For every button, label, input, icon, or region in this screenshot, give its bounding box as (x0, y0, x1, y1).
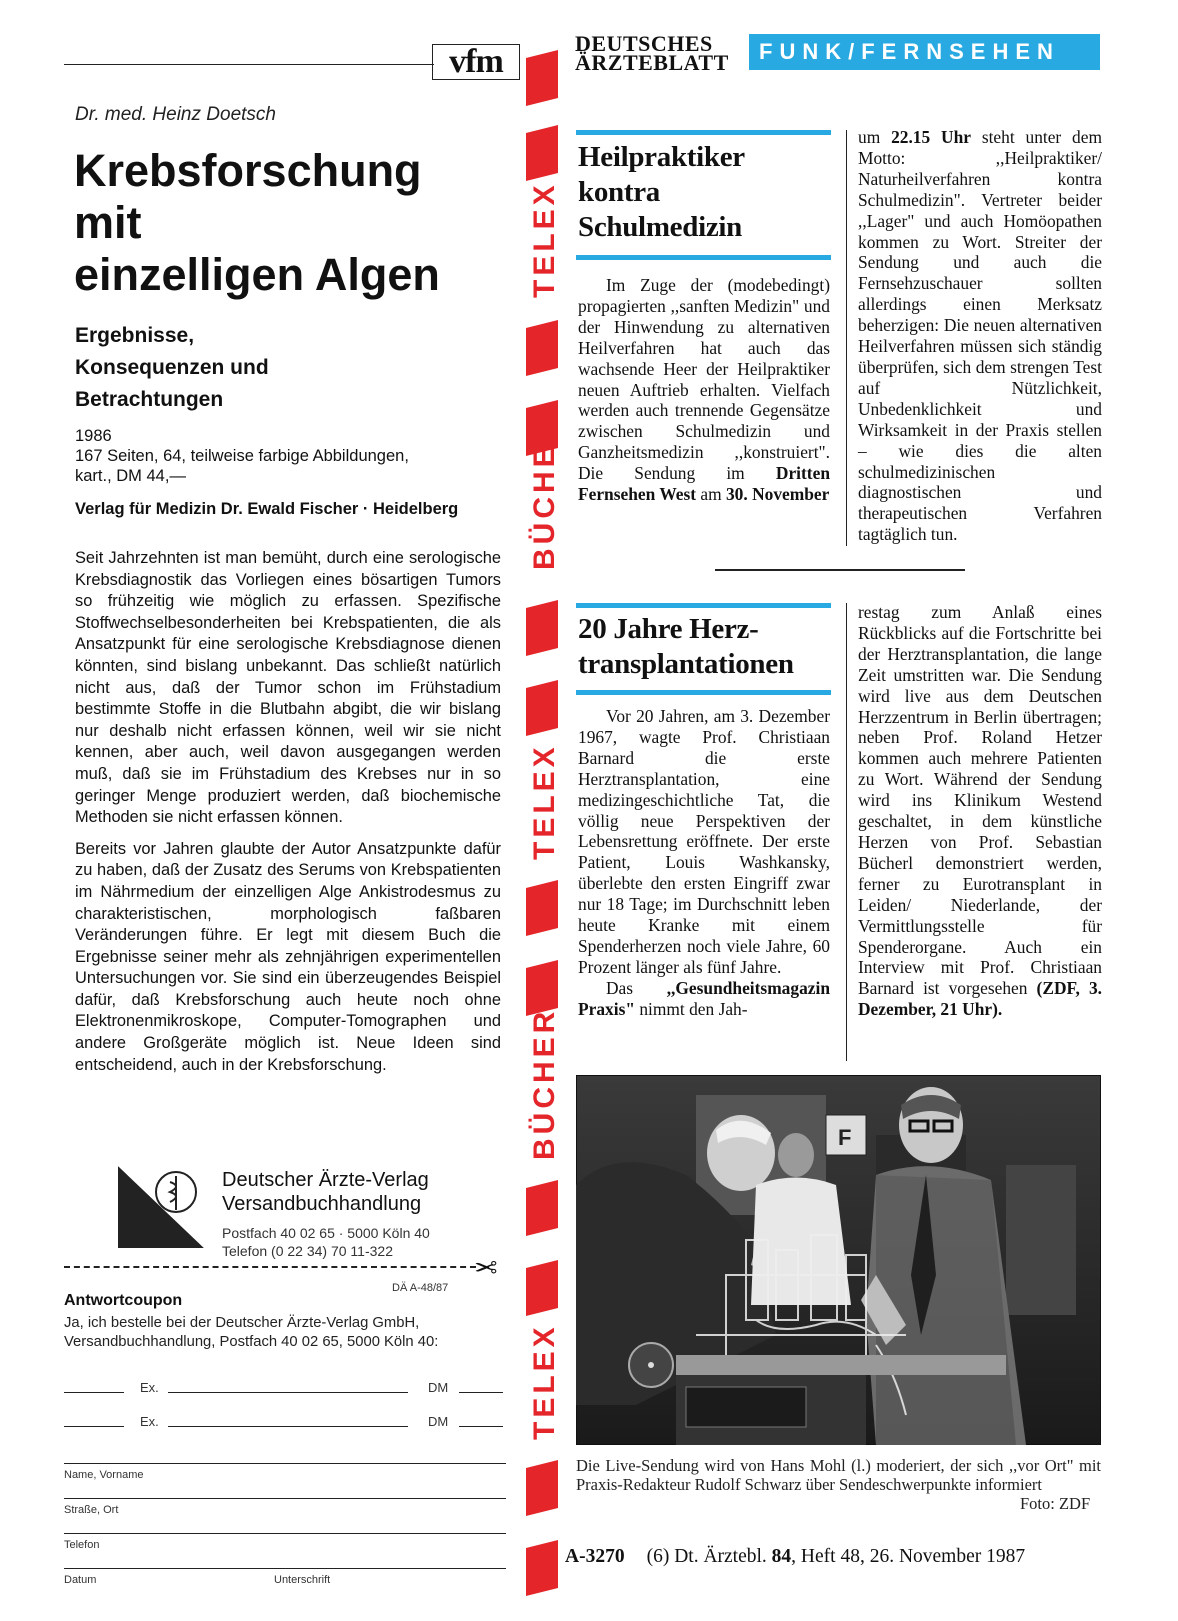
scissors-icon: ✂ (474, 1251, 498, 1282)
masthead (575, 31, 729, 75)
article-emphasis: ,,Gesundheitsmagazin Praxis" (578, 977, 830, 1019)
phone-field[interactable] (64, 1494, 506, 1551)
field-label: Datum (64, 1574, 97, 1586)
coupon-cut-line (64, 1266, 476, 1268)
article2-column-2 (858, 602, 1102, 1020)
strip-block (526, 1260, 558, 1316)
strip-block (526, 880, 558, 936)
dm-label: DM (428, 1414, 449, 1429)
field-label: Straße, Ort (64, 1504, 119, 1516)
article-text: nimmt den Jah- (635, 998, 748, 1019)
page-number: A-3270 (565, 1546, 625, 1567)
volume-number: 84 (771, 1546, 792, 1567)
quantity-line[interactable] (64, 1392, 124, 1393)
strip-block (526, 1460, 558, 1516)
book-publisher: Verlag für Medizin Dr. Ewald Fischer · Heidelberg (75, 500, 459, 518)
strip-block (526, 1180, 558, 1236)
strip-word: TELEX (528, 181, 561, 298)
article-text: restag zum Anlaß eines Rückblicks auf die Fortschritte bei der Herztransplantation, die lange Zeit umstritten war. Die Sendung wird live aus dem Deutschen Herzzentrum in Berlin übertragen; neben Prof. Roland Hetzer kommen auch mehrere Patienten zu Wort. Während der Sendung wird ins Klinikum Westend geschaltet, in dem künstliche Herzen von Prof. Sebastian Bücherl demonstriert werden, ferner zu Eurotransplant in Leiden/ Niederlande, der Vermittlungsstelle für Spenderorgane. Auch ein Interview mit Prof. Christiaan Barnard ist vorgesehen (858, 602, 1102, 999)
strip-block (526, 960, 558, 1016)
vendor-phone: Telefon (0 22 34) 70 11-322 (222, 1243, 393, 1259)
street-field[interactable] (64, 1459, 506, 1516)
blurb-paragraph: Seit Jahrzehnten ist man bemüht, durch eine serologische Krebsdiagnostik das Vorliegen eines bösartigen Tumors so frühzeitig wie möglich zu erfassen. Spezifische Stoffwechselbesonderheiten bei Krebspatienten, die als Ansatzpunkt für eine serologische Krebsdiagnose dienen könnten, sind bislang unbekannt. Das schließt natürlich nicht aus, daß der Tumor schon im Frühstadium bestimmte Stoffe in die Blutbahn abgibt, die wir bislang nur deshalb nicht erfassen können, weil wir sie nicht kennen, aber auch, weil davon ausgegangen werden muß, daß sie im Frühstadium des Krebses nur in so geringer Menge produziert werden, daß biochemische Methoden sie nicht erfassen können. (75, 549, 501, 827)
book-meta (75, 426, 505, 486)
article-text: steht unter dem Motto: ,,Heilpraktiker/ Naturheilverfahren kontra Schulmedizin". Vertreter beider ,,Lager" und auch Homöopathen kommen zu Wort. Streiter der Sendung und auch die Fernsehzuschauer sollten allerdings einen Merksatz beherzigen: Die neuen alternativen Heilverfahren müssen sich ständig überprüfen, sich dem strengen Test auf Nützlichkeit, Unbedenklichkeit und Wirksamkeit in der Praxis stellen – wie dies die alten schulmedizinischen diagnostischen und therapeutischen Verfahren tagtäglich tun. (858, 127, 1102, 545)
headline-line: Heilpraktiker (578, 141, 745, 173)
book-year: 1986 (75, 427, 112, 445)
article-divider (715, 569, 965, 571)
book-title-line: mit (74, 197, 142, 248)
headline-rule (576, 603, 831, 608)
article-emphasis: 22.15 Uhr (891, 127, 971, 147)
book-subtitle-line: Betrachtungen (75, 388, 224, 411)
article1-column-2 (858, 127, 1102, 545)
photo-credit: Foto: ZDF (1020, 1494, 1091, 1513)
headline-rule (576, 690, 831, 695)
price-line[interactable] (459, 1392, 503, 1393)
strip-block (526, 680, 558, 736)
strip-word: BÜCHER (528, 1007, 561, 1160)
column-rule (846, 130, 847, 546)
article-text: um (858, 127, 892, 147)
book-title-line: einzelligen Algen (74, 249, 440, 300)
date-signature-field[interactable] (64, 1529, 506, 1586)
blurb-paragraph: Bereits vor Jahren glaubte der Autor Ansatzpunkte dafür zu haben, daß der Zusatz des Serums von Krebspatienten im Nährmedium der einzelligen Alge Ankistrodesmus zu charakteristischen, morphologisch faßbaren Veränderungen führe. Er legt mit diesem Buch die Ergebnisse seiner mehr als zehnjährigen experimentellen Untersuchungen vor. Sie sind ein überzeugendes Beispiel dafür, daß Krebsforschung auch heute noch ohne Elektronenmikroskope, Computer-Tomographen und andere Großgeräte möglich ist. Neue Ideen sind entscheidend, auch in der Krebsforschung. (75, 839, 501, 1074)
field-label: Name, Vorname (64, 1469, 144, 1481)
photo-sign: F (838, 1125, 852, 1150)
article-paragraph (578, 275, 830, 505)
vendor-name-line: Versandbuchhandlung (222, 1193, 422, 1215)
book-title (74, 145, 514, 301)
article2-column-1 (578, 706, 830, 1020)
book-subtitle (75, 320, 495, 416)
strip-word: BÜCHER (528, 417, 561, 570)
coupon-heading: Antwortcoupon (64, 1292, 183, 1309)
page-footer (565, 1546, 1105, 1568)
strip-word: TELEX (528, 743, 561, 860)
strip-word: TELEX (528, 1323, 561, 1440)
header-rule (64, 64, 434, 65)
ex-label: Ex. (140, 1380, 159, 1395)
strip-block (526, 1540, 558, 1596)
book-author: Dr. med. Heinz Doetsch (75, 104, 276, 125)
article-paragraph: Vor 20 Jahren, am 3. Dezember 1967, wagte Prof. Christiaan Barnard die erste Herztransplantation, eine medizingeschichtliche Tat, die völlig neue Perspektiven der Lebensrettung eröffnete. Der erste Patient, Louis Washkansky, überlebte den ersten Eingriff zwar nur 18 Tage; im Durchschnitt leben heute Kranke mit einem Spenderherzen noch viele Jahre, 60 Prozent länger als fünf Jahre. (578, 706, 830, 977)
headline-rule (576, 130, 831, 135)
dm-label: DM (428, 1380, 449, 1395)
vendor-name-line: Deutscher Ärzte-Verlag (222, 1169, 429, 1191)
headline-line: kontra (578, 176, 660, 208)
article1-headline (578, 140, 838, 245)
coupon-code: DÄ A-48/87 (392, 1282, 449, 1294)
book-pages: 167 Seiten, 64, teilweise farbige Abbildungen, (75, 447, 409, 465)
telex-books-strip (520, 30, 564, 1600)
article-text: Im Zuge der (modebedingt) propagierten ,,sanften Medizin" und der Hinwendung zu alternativen Heilverfahren hat auch das wachsende Heer der Heilpraktiker neuen Auftrieb erhalten. Vielfach werden auch trennende Gegensätze zwischen Schulmedizin und Ganzheitsmedizin ,,konstruiert". Die Sendung im (578, 275, 830, 484)
book-subtitle-line: Ergebnisse, (75, 324, 195, 347)
photo-caption: Die Live-Sendung wird von Hans Mohl (l.) moderiert, der sich ,,vor Ort" mit Praxis-Redakteur Rudolf Schwarz über Sendeschwerpunkte informiert (576, 1456, 1101, 1494)
article-emphasis: Dritten Fernsehen West (578, 463, 830, 505)
article2-headline (578, 612, 840, 682)
name-field[interactable] (64, 1424, 506, 1481)
vendor-address (222, 1224, 430, 1260)
headline-line: transplantationen (578, 648, 794, 680)
book-subtitle-line: Konsequenzen und (75, 356, 269, 379)
issue-info: (6) Dt. Ärztebl. (646, 1546, 772, 1567)
signature-label: Unterschrift (274, 1574, 331, 1586)
strip-block (526, 600, 558, 656)
coupon-text: Ja, ich bestelle bei der Deutscher Ärzte-Verlag GmbH, Versandbuchhandlung, Postfach 40 02 65, 5000 Köln 40: (64, 1315, 439, 1350)
vendor-name (222, 1168, 429, 1216)
article-emphasis: 30. November (725, 484, 830, 505)
article-emphasis: (ZDF, 3. Dezember, 21 Uhr). (858, 978, 1102, 1020)
column-rule (846, 603, 847, 1061)
article-paragraph (858, 602, 1102, 1020)
ex-label: Ex. (140, 1414, 159, 1429)
strip-block (526, 125, 558, 181)
book-price: kart., DM 44,— (75, 467, 186, 485)
strip-block (526, 320, 558, 376)
field-label: Telefon (64, 1539, 100, 1551)
section-label: FUNK/FERNSEHEN (749, 34, 1100, 70)
article1-column-1 (578, 275, 830, 505)
book-title-line: Krebsforschung (74, 145, 422, 196)
book-blurb (75, 548, 501, 1076)
headline-line: Schulmedizin (578, 211, 742, 243)
publisher-logo-icon (118, 1166, 204, 1248)
article-paragraph (578, 978, 830, 1020)
vendor-postal: Postfach 40 02 65 · 5000 Köln 40 (222, 1225, 430, 1241)
masthead-line: ÄRZTEBLATT (575, 50, 729, 75)
article-text: am (696, 484, 726, 505)
vfm-logo: vfm (432, 44, 520, 80)
headline-line: 20 Jahre Herz- (578, 613, 759, 645)
masthead-line: DEUTSCHES (575, 31, 713, 56)
strip-block (526, 50, 558, 106)
article-text: Das (606, 977, 667, 998)
headline-rule (576, 255, 831, 260)
issue-info: , Heft 48, 26. November 1987 (791, 1546, 1026, 1567)
order-row[interactable] (64, 1380, 504, 1396)
article-paragraph (858, 127, 1102, 545)
studio-photo (576, 1075, 1101, 1445)
title-line[interactable] (168, 1392, 408, 1393)
